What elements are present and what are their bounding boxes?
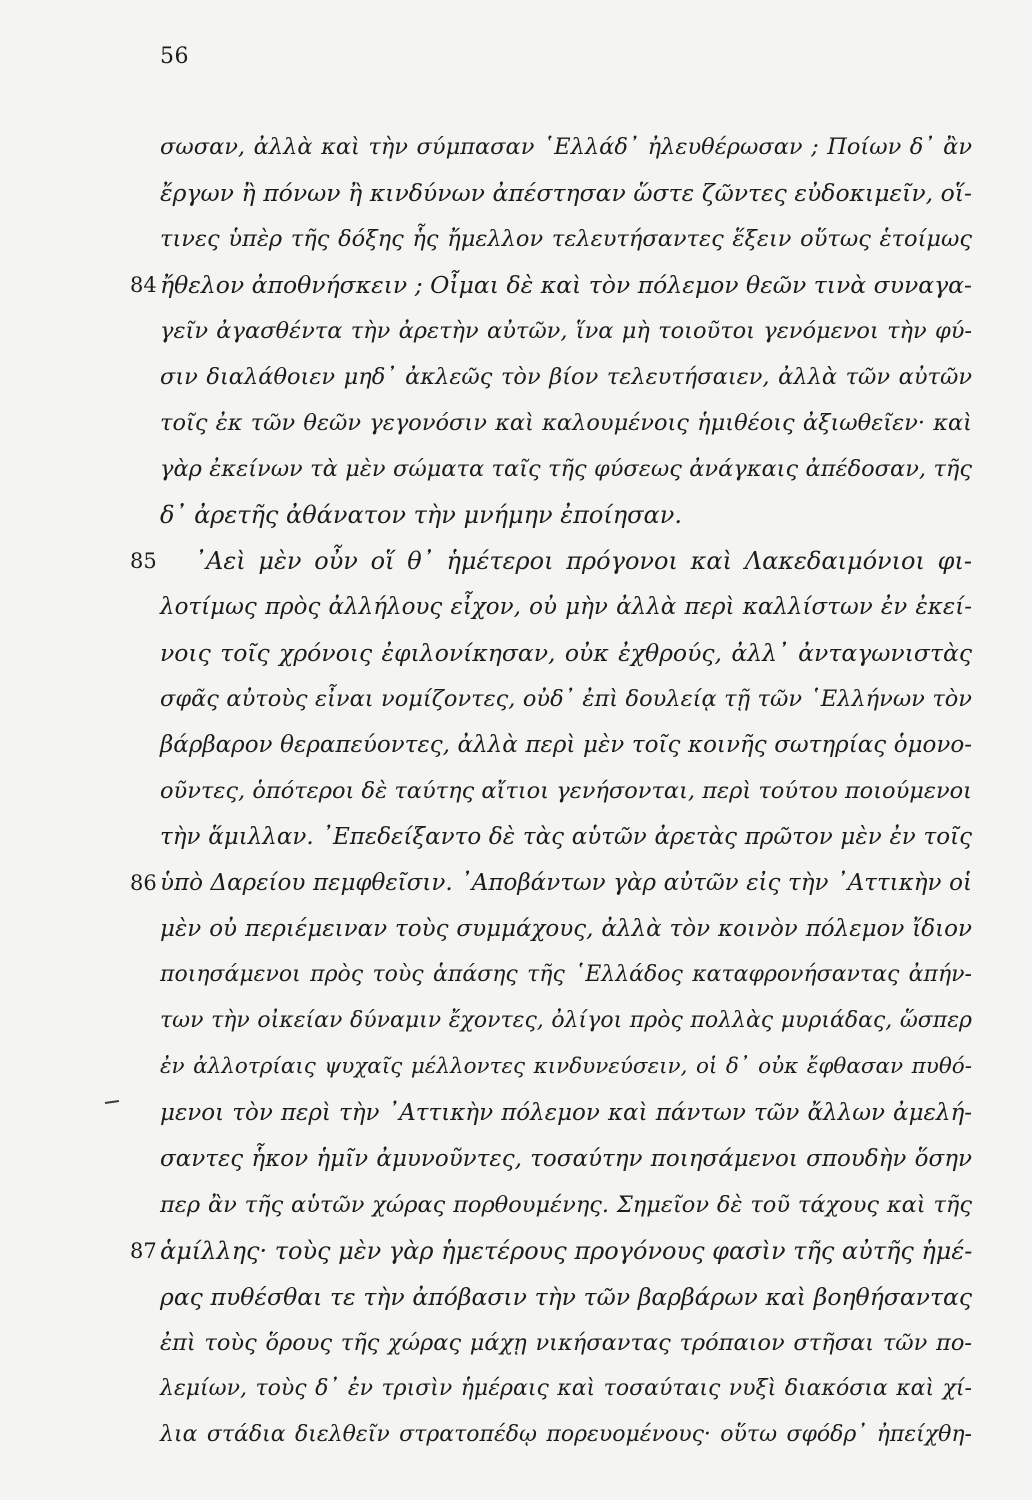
line-text: γὰρ ἐκείνων τὰ μὲν σώματα ταῖς τῆς φύσεως ἀνάγκαις ἀπέδοσαν, τῆς <box>160 456 972 482</box>
line-text: ᾿Αεὶ μὲν οὖν οἵ θ᾿ ἡμέτεροι πρόγονοι καὶ Λακεδαιμόνιοι φι- <box>194 547 972 575</box>
text-line <box>160 722 972 768</box>
line-text: ἔργων ἢ πόνων ἢ κινδύνων ἀπέστησαν ὥστε ζῶντες εὐδοκιμεῖν, οἵ- <box>160 179 972 207</box>
line-text: τοῖς ἐκ τῶν θεῶν γεγονόσιν καὶ καλουμένοις ἡμιθέοις ἀξιωθεῖεν· καὶ <box>160 410 972 436</box>
line-text: μὲν οὐ περιέμειναν τοὺς συμμάχους, ἀλλὰ τὸν κοινὸν πόλεμον ἴδιον <box>160 916 972 942</box>
text-line <box>160 998 972 1044</box>
line-text: λοτίμως πρὸς ἀλλήλους εἶχον, οὐ μὴν ἀλλὰ περὶ καλλίστων ἐν ἐκεί- <box>160 594 972 620</box>
section-number: 85 <box>130 549 157 573</box>
line-text: ποιησάμενοι πρὸς τοὺς ἁπάσης τῆς ῾Ελλάδος καταφρονήσαντας ἀπήν- <box>160 962 972 987</box>
text-line <box>160 1044 972 1090</box>
text-line <box>160 400 972 446</box>
text-line <box>160 584 972 630</box>
section-number: 87 <box>130 1239 157 1263</box>
text-line <box>160 1366 972 1412</box>
text-line <box>160 906 972 952</box>
greek-text-body <box>130 124 973 1458</box>
text-line <box>160 308 972 354</box>
line-text: βάρβαρον θεραπεύοντες, ἀλλὰ περὶ μὲν τοῖς κοινῆς σωτηρίας ὁμονο- <box>160 732 972 758</box>
text-line <box>160 1274 972 1320</box>
text-line <box>160 814 972 860</box>
line-text: περ ἂν τῆς αὑτῶν χώρας πορθουμένης. Σημεῖον δὲ τοῦ τάχους καὶ τῆς <box>160 1192 972 1218</box>
line-text: σφᾶς αὐτοὺς εἶναι νομίζοντες, οὐδ᾿ ἐπὶ δουλείᾳ τῇ τῶν ῾Ελλήνων τὸν <box>160 686 972 712</box>
line-text: ὑπὸ Δαρείου πεμφθεῖσιν. ᾿Αποβάντων γὰρ αὐτῶν εἰς τὴν ᾿Αττικὴν οἱ <box>160 870 972 896</box>
text-line <box>160 170 972 216</box>
line-text: οῦντες, ὁπότεροι δὲ ταύτης αἴτιοι γενήσονται, περὶ τούτου ποιούμενοι <box>160 778 972 804</box>
line-text: ἐν ἀλλοτρίαις ψυχαῖς μέλλοντες κινδυνεύσειν, οἱ δ᾿ οὐκ ἔφθασαν πυθό- <box>160 1054 972 1079</box>
text-line <box>160 354 972 400</box>
text-line <box>130 860 972 906</box>
text-line <box>160 124 972 170</box>
section-number: 84 <box>130 273 157 297</box>
line-text: λια στάδια διελθεῖν στρατοπέδῳ πορευομένους· οὕτω σφόδρ᾿ ἠπείχθη- <box>160 1422 972 1447</box>
text-line <box>160 952 972 998</box>
page-number: 56 <box>160 44 189 69</box>
text-line <box>160 1090 972 1136</box>
line-text: ἐπὶ τοὺς ὅρους τῆς χώρας μάχῃ νικήσαντας τρόπαιον στῆσαι τῶν πο- <box>160 1330 972 1356</box>
margin-dash-mark <box>105 1100 119 1104</box>
line-text: των τὴν οἰκείαν δύναμιν ἔχοντες, ὀλίγοι πρὸς πολλὰς μυριάδας, ὥσπερ <box>160 1008 972 1033</box>
line-text: τὴν ἅμιλλαν. ᾿Επεδείξαντο δὲ τὰς αὑτῶν ἀρετὰς πρῶτον μὲν ἐν τοῖς <box>160 824 972 850</box>
text-line <box>160 1412 972 1458</box>
line-text: ἤθελον ἀποθνήσκειν ; Οἶμαι δὲ καὶ τὸν πόλεμον θεῶν τινὰ συναγα- <box>160 271 972 299</box>
text-line <box>160 446 972 492</box>
text-line <box>160 1182 972 1228</box>
line-text: σαντες ἧκον ἡμῖν ἀμυνοῦντες, τοσαύτην ποιησάμενοι σπουδὴν ὅσην <box>160 1146 972 1172</box>
text-line <box>160 676 972 722</box>
line-text: μενοι τὸν περὶ τὴν ᾿Αττικὴν πόλεμον καὶ πάντων τῶν ἄλλων ἀμελή- <box>160 1100 972 1126</box>
section-number: 86 <box>130 871 157 895</box>
line-text: νοις τοῖς χρόνοις ἐφιλονίκησαν, οὐκ ἐχθρούς, ἀλλ᾿ ἀνταγωνιστὰς <box>160 639 972 667</box>
text-line <box>130 538 972 584</box>
text-line <box>160 216 972 262</box>
line-text: σωσαν, ἀλλὰ καὶ τὴν σύμπασαν ῾Ελλάδ᾿ ἠλευθέρωσαν ; Ποίων δ᾿ ἂν <box>160 134 972 160</box>
text-line <box>160 630 972 676</box>
text-line <box>130 1228 973 1274</box>
text-line <box>160 1136 972 1182</box>
text-line <box>160 1320 972 1366</box>
line-text: δ᾿ ἀρετῆς ἀθάνατον τὴν μνήμην ἐποίησαν. <box>160 501 682 529</box>
text-line <box>160 768 972 814</box>
text-line <box>130 262 972 308</box>
line-text: σιν διαλάθοιεν μηδ᾿ ἀκλεῶς τὸν βίον τελευτήσαιεν, ἀλλὰ τῶν αὐτῶν <box>160 364 972 390</box>
line-text: ἁμίλλης· τοὺς μὲν γὰρ ἡμετέρους προγόνους φασὶν τῆς αὐτῆς ἡμέ- <box>160 1237 973 1265</box>
line-text: ρας πυθέσθαι τε τὴν ἀπόβασιν τὴν τῶν βαρβάρων καὶ βοηθήσαντας <box>160 1283 972 1311</box>
text-line <box>160 492 972 538</box>
line-text: γεῖν ἀγασθέντα τὴν ἀρετὴν αὐτῶν, ἵνα μὴ τοιοῦτοι γενόμενοι τὴν φύ- <box>160 318 972 344</box>
line-text: τινες ὑπὲρ τῆς δόξης ἧς ἤμελλον τελευτήσαντες ἕξειν οὕτως ἑτοίμως <box>160 226 972 252</box>
line-text: λεμίων, τοὺς δ᾿ ἐν τρισὶν ἡμέραις καὶ τοσαύταις νυξὶ διακόσια καὶ χί- <box>160 1376 972 1401</box>
